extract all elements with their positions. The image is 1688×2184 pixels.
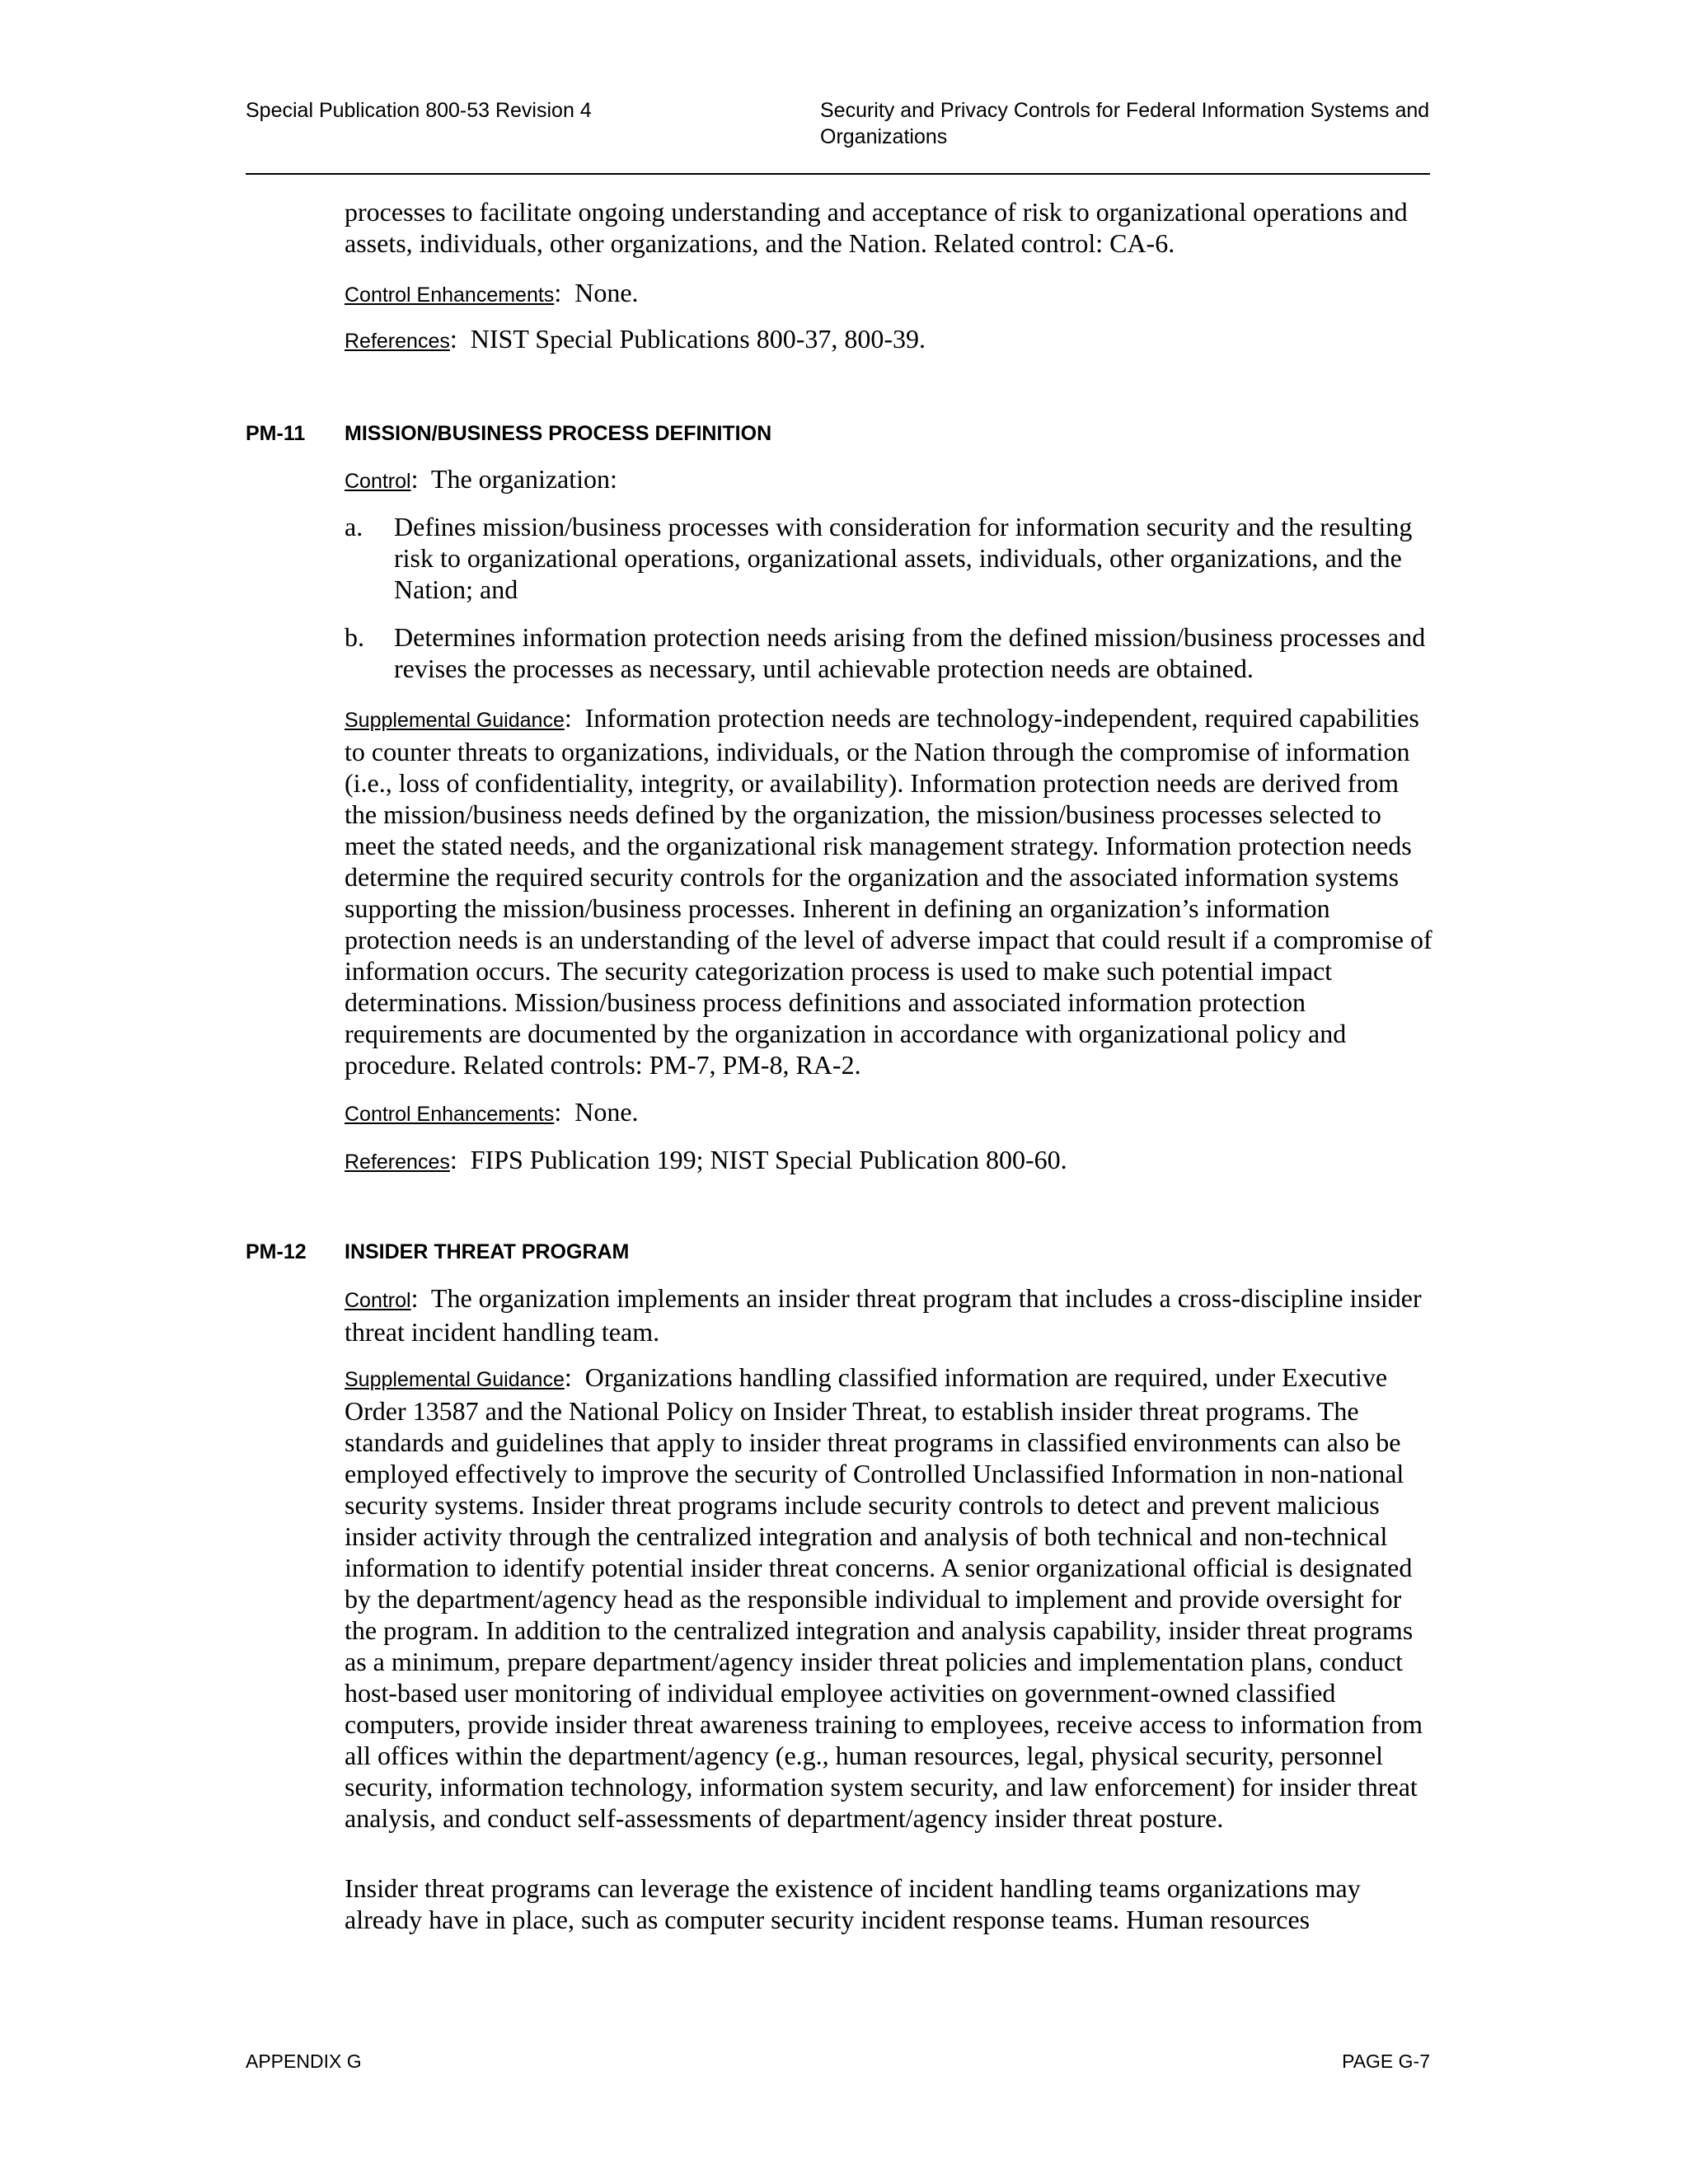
list-letter: a. bbox=[345, 512, 363, 541]
pm-11-supplemental-guidance: Supplemental Guidance: Information protection needs are technology-independent, required capabilities to counter threats to organizations, individuals, or the Nation through the compromise of information (i.e., loss of confidentiality, integrity, or availability). Information protection needs are derived from the mission/business needs defined by the organization, the mission/business processes selected to meet the stated needs, and the organizational risk management strategy. Information protection needs determine the required security controls for the organization and the associated information systems supporting the mission/business processes. Inherent in defining an organization’s information protection needs is an understanding of the level of adverse impact that could result if a compromise of information occurs. The security categorization process is used to make such potential impact determinations. Mission/business process definitions and associated information protection requirements are documented by the organization in accordance with organizational policy and procedure. Related controls: PM-7, PM-8, RA-2. bbox=[345, 703, 1432, 1080]
section-heading-pm-11 bbox=[246, 420, 771, 447]
continuation-text: processes to facilitate ongoing understanding and acceptance of risk to organizational operations and assets, individuals, other organizations, and the Nation. Related control: CA-6. bbox=[345, 197, 1408, 258]
control-enhancements-label: Control Enhancements bbox=[345, 284, 555, 307]
control-label: Control bbox=[345, 1289, 411, 1312]
pm-12-supplemental-guidance: Supplemental Guidance: Organizations handling classified information are required, under Executive Order 13587 and the National Policy on Insider Threat, to establish insider threat programs. The standards and guidelines that apply to insider threat programs in classified environments can also be employed effectively to improve the security of Controlled Unclassified Information in non-national security systems. Insider threat programs include security controls to detect and prevent malicious insider activity through the centralized integration and analysis of both technical and non-technical information to identify potential insider threat concerns. A senior organizational official is designated by the department/agency head as the responsible individual to implement and provide oversight for the program. In addition to the centralized integration and analysis capability, insider threat programs as a minimum, prepare department/agency insider threat policies and implementation plans, conduct host-based user monitoring of individual employee activities on government-owned classified computers, provide insider threat awareness training to employees, receive access to information from all offices within the department/agency (e.g., human resources, legal, physical security, personnel security, information technology, information system security, and law enforcement) for insider threat analysis, and conduct self-assessments of department/agency insider threat posture. bbox=[345, 1362, 1423, 1833]
section-number: PM-11 bbox=[246, 422, 306, 445]
section-heading-pm-12 bbox=[246, 1239, 629, 1265]
list-item bbox=[345, 621, 1432, 684]
references-text: FIPS Publication 199; NIST Special Publication 800-60. bbox=[470, 1145, 1067, 1174]
section-number: PM-12 bbox=[246, 1240, 307, 1263]
pm-11-control-line: Control: The organization: bbox=[345, 464, 617, 494]
list-item bbox=[345, 511, 1432, 605]
control-enhancements-line: Control Enhancements: None. bbox=[345, 278, 639, 307]
pm-11-control-enhancements-line: Control Enhancements: None. bbox=[345, 1097, 639, 1127]
pm-12-paragraph-2 bbox=[345, 1872, 1432, 1935]
list-text: Determines information protection needs arising from the defined mission/business processes and revises the processes as necessary, until achievable protection needs are obtained. bbox=[394, 622, 1426, 683]
header-publication: Special Publication 800-53 Revision 4 bbox=[246, 99, 592, 122]
section-title: MISSION/BUSINESS PROCESS DEFINITION bbox=[345, 422, 772, 445]
header-document-title: Security and Privacy Controls for Federal Information Systems and Organizations bbox=[820, 99, 1430, 148]
header-divider bbox=[246, 173, 1430, 175]
control-enhancements-text: None. bbox=[574, 278, 639, 307]
paragraph-text: Insider threat programs can leverage the existence of incident handling teams organizations may already have in place, such as computer security incident response teams. Human resources bbox=[345, 1873, 1361, 1934]
control-label: Control bbox=[345, 470, 411, 493]
control-enhancements-text: None. bbox=[574, 1097, 639, 1127]
footer-page-number: PAGE G-7 bbox=[1342, 2050, 1430, 2072]
continuation-paragraph bbox=[345, 196, 1432, 259]
supplemental-guidance-label: Supplemental Guidance bbox=[345, 1368, 565, 1391]
control-text: The organization: bbox=[430, 464, 617, 494]
supplemental-guidance-text: Organizations handling classified information are required, under Executive Order 13587 and the National Policy on Insider Threat, to establish insider threat programs. The standards and guidelines that apply to insider threat programs in classified environments can also be employed effectively to improve the security of Controlled Unclassified Information in non-national security systems. Insider threat programs include security controls to detect and prevent malicious insider activity through the centralized integration and analysis of both technical and non-technical information to identify potential insider threat concerns. A senior organizational official is designated by the department/agency head as the responsible individual to implement and provide oversight for the program. In addition to the centralized integration and analysis capability, insider threat programs as a minimum, prepare department/agency insider threat policies and implementation plans, conduct host-based user monitoring of individual employee activities on government-owned classified computers, provide insider threat awareness training to employees, receive access to information from all offices within the department/agency (e.g., human resources, legal, physical security, personnel security, information technology, information system security, and law enforcement) for insider threat analysis, and conduct self-assessments of department/agency insider threat posture. bbox=[345, 1362, 1423, 1833]
control-text: The organization implements an insider threat program that includes a cross-discipline insider threat incident handling team. bbox=[345, 1283, 1422, 1347]
control-enhancements-label: Control Enhancements bbox=[345, 1103, 555, 1126]
pm-12-control-line: Control: The organization implements an insider threat program that includes a cross-discipline insider threat incident handling team. bbox=[345, 1283, 1422, 1347]
references-text: NIST Special Publications 800-37, 800-39. bbox=[470, 324, 926, 354]
supplemental-guidance-label: Supplemental Guidance bbox=[345, 709, 565, 732]
references-label: References bbox=[345, 1151, 450, 1174]
references-line: References: NIST Special Publications 800-37, 800-39. bbox=[345, 324, 926, 354]
section-title: INSIDER THREAT PROGRAM bbox=[345, 1240, 630, 1263]
list-text: Defines mission/business processes with consideration for information security and the resulting risk to organizational operations, organizational assets, individuals, other organizations, and the Nation; and bbox=[394, 512, 1413, 604]
list-letter: b. bbox=[345, 622, 364, 652]
pm-11-references-line: References: FIPS Publication 199; NIST Special Publication 800-60. bbox=[345, 1145, 1067, 1174]
references-label: References bbox=[345, 330, 450, 353]
supplemental-guidance-text: Information protection needs are technology-independent, required capabilities to counter threats to organizations, individuals, or the Nation through the compromise of information (i.e., loss of confidentiality, integrity, or availability). Information protection needs are derived from the mission/business needs defined by the organization, the mission/business processes selected to meet the stated needs, and the organizational risk management strategy. Information protection needs determine the required security controls for the organization and the associated information systems supporting the mission/business processes. Inherent in defining an organization’s information protection needs is an understanding of the level of adverse impact that could result if a compromise of information occurs. The security categorization process is used to make such potential impact determinations. Mission/business process definitions and associated information protection requirements are documented by the organization in accordance with organizational policy and procedure. Related controls: PM-7, PM-8, RA-2. bbox=[345, 703, 1432, 1080]
footer-appendix: APPENDIX G bbox=[246, 2050, 362, 2072]
